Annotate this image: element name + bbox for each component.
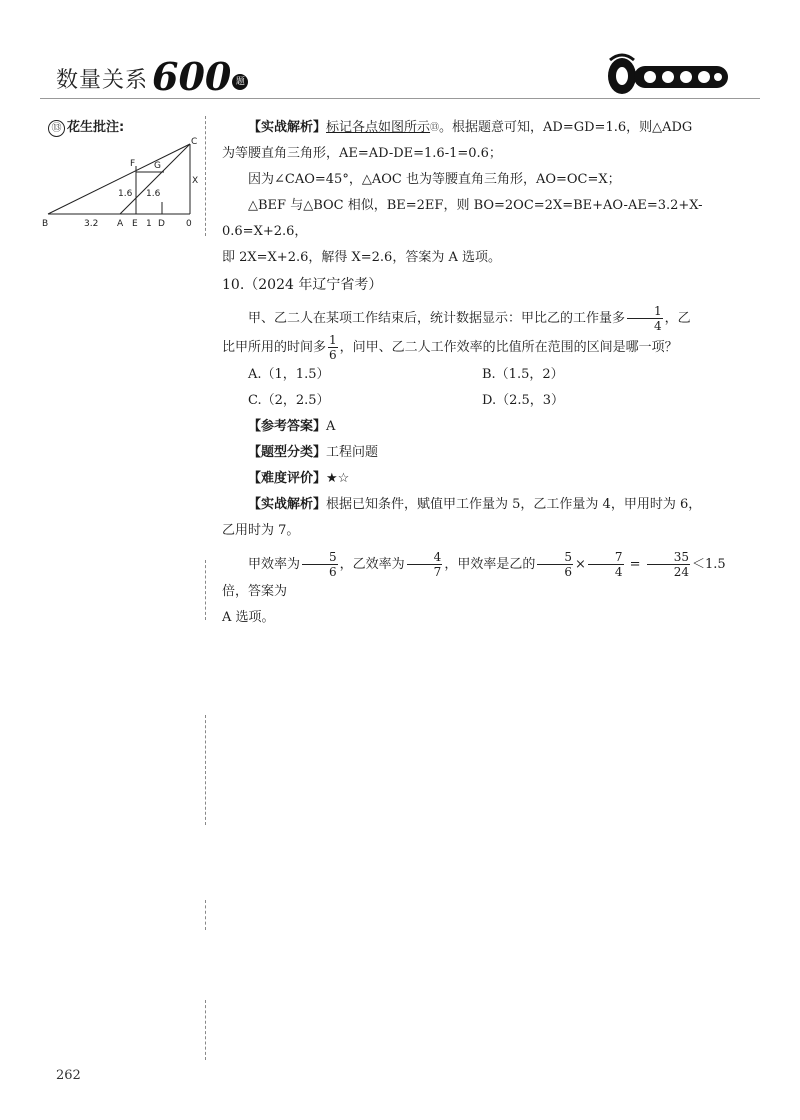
book-title-number: 600 (152, 54, 232, 99)
label-ef-16: 1.6 (118, 189, 133, 199)
note-label: 花生批注: (67, 120, 125, 135)
option-d: D.（2.5，3） (482, 393, 565, 408)
book-title (56, 54, 248, 99)
label-c: C (191, 137, 198, 147)
ref-heading: 【参考答案】 (248, 419, 327, 434)
line-bc (48, 144, 190, 214)
solution-line: 乙用时为 7。 (222, 523, 300, 538)
solution-line: A 选项。 (222, 610, 275, 625)
difficulty (222, 466, 732, 492)
solution-line: 为等腰直角三角形，AE=AD-DE=1.6-1=0.6； (222, 146, 502, 161)
solution-line (222, 115, 732, 141)
label-f: F (130, 159, 136, 169)
type-value: 工程问题 (326, 445, 379, 460)
previous-solution (222, 115, 732, 271)
solution-line (222, 492, 732, 518)
fraction: $\frac{5}{6}$ (302, 550, 338, 579)
option-b: B.（1.5，2） (482, 367, 564, 382)
label-gd-16: 1.6 (146, 189, 161, 199)
label-b: B (42, 219, 49, 229)
question-type (222, 440, 732, 466)
stem-text: ，乙 (664, 311, 691, 326)
book-title-text: 数量关系 (56, 68, 149, 93)
label-a: A (117, 219, 124, 229)
margin-divider (205, 900, 206, 930)
stem-text: 甲、乙二人在某项工作结束后，统计数据显示：甲比乙的工作量多 (248, 311, 626, 326)
fraction: $\frac{1}{4}$ (627, 304, 663, 333)
label-d: D (158, 219, 165, 229)
efficiency-line: 甲效率为 $\frac{5}{6}$ ，乙效率为 $\frac{4}{7}$ ，甲效率是乙的 $\frac{5}{6}$ × $\frac{7}{4}$ = $\frac{35}{24}$ ＜1.5倍，答案为 (222, 550, 726, 599)
solution-line: △BEF 与△BOC 相似，BE=2EF，则 BO=2OC=2X=BE+AO-AE=3.2+X-0.6=X+2.6， (222, 198, 703, 239)
margin-divider (205, 116, 206, 236)
question-10 (222, 272, 732, 631)
solution-text: 根据已知条件，赋值甲工作量为 5，乙工作量为 4，甲用时为 6， (326, 497, 702, 512)
geometry-diagram (40, 130, 210, 230)
label-x: X (192, 176, 199, 186)
difficulty-stars: ★☆ (326, 471, 350, 486)
fraction: $\frac{4}{7}$ (407, 550, 443, 579)
note-number: ⑬ (48, 120, 65, 137)
brand-logo-icon (604, 50, 734, 100)
solution-line: 因为∠CAO=45°，△AOC 也为等腰直角三角形，AO=OC=X； (248, 172, 621, 187)
footnote-ref: ⑬ (430, 123, 440, 133)
line-ac (120, 144, 190, 214)
fraction: $\frac{7}{4}$ (588, 550, 624, 579)
question-heading: 10.（2024 年辽宁省考） (222, 277, 383, 293)
fraction: $\frac{5}{6}$ (537, 550, 573, 579)
margin-divider (205, 1000, 206, 1060)
solution-heading: 【实战解析】 (248, 497, 327, 512)
fraction: $\frac{35}{24}$ (647, 550, 690, 579)
option-c: C.（2，2.5） (248, 393, 330, 408)
question-stem (222, 333, 732, 362)
reference-answer (222, 414, 732, 440)
question-stem (222, 304, 732, 333)
stem-text: 比甲所用的时间多 (222, 340, 327, 355)
margin-divider (205, 715, 206, 825)
answer-options (222, 362, 732, 414)
margin-divider (205, 560, 206, 620)
book-title-suffix: 题 (232, 74, 248, 90)
label-e: E (132, 219, 138, 229)
solution-heading: 【实战解析】 (248, 120, 327, 135)
label-o: 0 (186, 219, 192, 229)
stem-text: ，问甲、乙二人工作效率的比值所在范围的区间是哪一项？ (339, 340, 678, 355)
header-rule (40, 98, 760, 99)
solution-line: 即 2X=X+2.6，解得 X=2.6，答案为 A 选项。 (222, 250, 501, 265)
type-heading: 【题型分类】 (248, 445, 327, 460)
label-1: 1 (146, 219, 152, 229)
solution-text: 标记各点如图所示 (326, 120, 431, 135)
label-32: 3.2 (84, 219, 99, 229)
fraction: $\frac{1}{6}$ (329, 333, 337, 362)
ref-value: A (326, 419, 336, 434)
label-g: G (154, 161, 161, 171)
solution-text: 。根据题意可知，AD=GD=1.6，则△ADG (439, 120, 693, 135)
page-number: 262 (56, 1068, 81, 1083)
difficulty-heading: 【难度评价】 (248, 471, 327, 486)
option-a: A.（1，1.5） (248, 367, 330, 382)
